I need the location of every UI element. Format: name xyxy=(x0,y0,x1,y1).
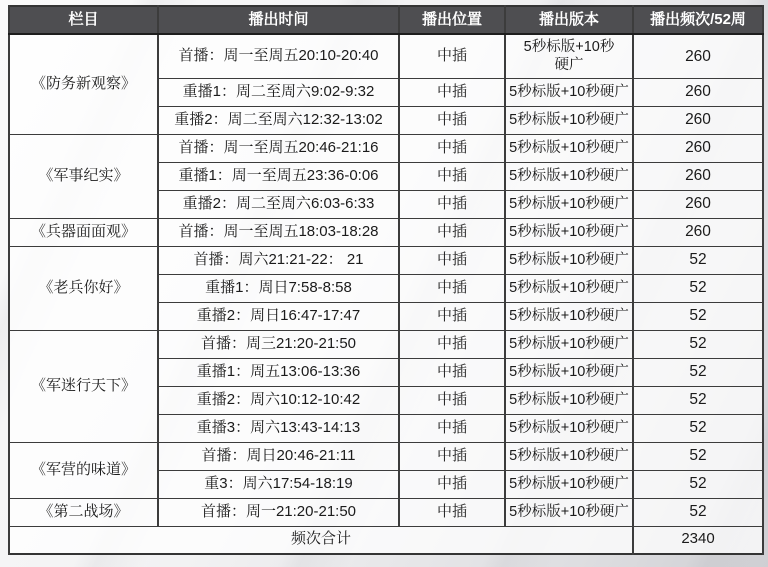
version-cell: 5秒标版+10秒硬广 xyxy=(505,162,633,190)
table-row xyxy=(9,442,763,470)
version-cell: 5秒标版+10秒硬广 xyxy=(505,78,633,106)
table-row xyxy=(9,218,763,246)
program-name-cell: 《军事纪实》 xyxy=(9,134,158,218)
program-name-cell: 《军营的味道》 xyxy=(9,442,158,498)
position-cell: 中插 xyxy=(399,386,505,414)
frequency-cell: 260 xyxy=(633,190,763,218)
time-cell: 首播：周一至周五20:46-21:16 xyxy=(158,134,399,162)
position-cell: 中插 xyxy=(399,162,505,190)
time-cell: 重播2：周二至周六6:03-6:33 xyxy=(158,190,399,218)
program-name-cell: 《兵器面面观》 xyxy=(9,218,158,246)
frequency-cell: 260 xyxy=(633,78,763,106)
position-cell: 中插 xyxy=(399,106,505,134)
frequency-cell: 260 xyxy=(633,218,763,246)
version-cell: 5秒标版+10秒硬广 xyxy=(505,414,633,442)
table-body xyxy=(9,34,763,526)
position-cell: 中插 xyxy=(399,498,505,526)
frequency-cell: 52 xyxy=(633,414,763,442)
position-cell: 中插 xyxy=(399,302,505,330)
frequency-cell: 52 xyxy=(633,442,763,470)
table-row xyxy=(9,134,763,162)
version-cell: 5秒标版+10秒硬广 xyxy=(505,386,633,414)
time-cell: 重播1：周一至周五23:36-0:06 xyxy=(158,162,399,190)
time-cell: 首播：周一至周五18:03-18:28 xyxy=(158,218,399,246)
position-cell: 中插 xyxy=(399,218,505,246)
header-cell-version: 播出版本 xyxy=(505,6,633,34)
version-cell: 5秒标版+10秒硬广 xyxy=(505,190,633,218)
header-cell-position: 播出位置 xyxy=(399,6,505,34)
time-cell: 首播：周三21:20-21:50 xyxy=(158,330,399,358)
version-cell: 5秒标版+10秒硬广 xyxy=(505,330,633,358)
frequency-cell: 260 xyxy=(633,34,763,78)
version-cell: 5秒标版+10秒硬广 xyxy=(505,246,633,274)
position-cell: 中插 xyxy=(399,78,505,106)
position-cell: 中插 xyxy=(399,414,505,442)
total-label-cell: 频次合计 xyxy=(9,526,633,554)
position-cell: 中插 xyxy=(399,246,505,274)
time-cell: 重播1：周日7:58-8:58 xyxy=(158,274,399,302)
version-cell: 5秒标版+10秒硬广 xyxy=(505,134,633,162)
time-cell: 首播：周一21:20-21:50 xyxy=(158,498,399,526)
frequency-cell: 52 xyxy=(633,470,763,498)
time-cell: 重播2：周二至周六12:32-13:02 xyxy=(158,106,399,134)
position-cell: 中插 xyxy=(399,190,505,218)
version-cell: 5秒标版+10秒硬广 xyxy=(505,498,633,526)
position-cell: 中插 xyxy=(399,134,505,162)
program-name-cell: 《军迷行天下》 xyxy=(9,330,158,442)
total-value-cell: 2340 xyxy=(633,526,763,554)
version-cell: 5秒标版+10秒硬广 xyxy=(505,442,633,470)
position-cell: 中插 xyxy=(399,470,505,498)
frequency-cell: 52 xyxy=(633,386,763,414)
frequency-cell: 52 xyxy=(633,302,763,330)
position-cell: 中插 xyxy=(399,442,505,470)
frequency-cell: 260 xyxy=(633,162,763,190)
time-cell: 首播：周六21:21-22： 21 xyxy=(158,246,399,274)
time-cell: 重播1：周五13:06-13:36 xyxy=(158,358,399,386)
program-name-cell: 《老兵你好》 xyxy=(9,246,158,330)
time-cell: 重播3：周六13:43-14:13 xyxy=(158,414,399,442)
position-cell: 中插 xyxy=(399,34,505,78)
table-footer xyxy=(9,526,763,554)
program-name-cell: 《防务新观察》 xyxy=(9,34,158,134)
header-cell-time: 播出时间 xyxy=(158,6,399,34)
version-cell: 5秒标版+10秒硬广 xyxy=(505,274,633,302)
header-cell-program: 栏目 xyxy=(9,6,158,34)
table-row xyxy=(9,34,763,78)
program-name-cell: 《第二战场》 xyxy=(9,498,158,526)
frequency-cell: 52 xyxy=(633,274,763,302)
time-cell: 首播：周一至周五20:10-20:40 xyxy=(158,34,399,78)
time-cell: 重3：周六17:54-18:19 xyxy=(158,470,399,498)
frequency-cell: 260 xyxy=(633,134,763,162)
frequency-cell: 52 xyxy=(633,330,763,358)
broadcast-schedule-sheet xyxy=(8,5,764,555)
table-row xyxy=(9,498,763,526)
version-cell: 5秒标版+10秒硬广 xyxy=(505,358,633,386)
time-cell: 重播1：周二至周六9:02-9:32 xyxy=(158,78,399,106)
table-row xyxy=(9,330,763,358)
position-cell: 中插 xyxy=(399,330,505,358)
position-cell: 中插 xyxy=(399,358,505,386)
time-cell: 首播：周日20:46-21:11 xyxy=(158,442,399,470)
position-cell: 中插 xyxy=(399,274,505,302)
version-cell: 5秒标版+10秒硬广 xyxy=(505,218,633,246)
header-row xyxy=(9,6,763,34)
table-row xyxy=(9,246,763,274)
time-cell: 重播2：周六10:12-10:42 xyxy=(158,386,399,414)
version-cell: 5秒标版+10秒硬广 xyxy=(505,302,633,330)
table-header xyxy=(9,6,763,34)
frequency-cell: 260 xyxy=(633,106,763,134)
time-cell: 重播2：周日16:47-17:47 xyxy=(158,302,399,330)
broadcast-schedule-table xyxy=(8,5,764,555)
version-cell: 5秒标版+10秒硬广 xyxy=(505,106,633,134)
version-cell: 5秒标版+10秒硬广 xyxy=(505,34,633,78)
frequency-cell: 52 xyxy=(633,498,763,526)
frequency-cell: 52 xyxy=(633,246,763,274)
frequency-cell: 52 xyxy=(633,358,763,386)
header-cell-frequency: 播出频次/52周 xyxy=(633,6,763,34)
version-cell: 5秒标版+10秒硬广 xyxy=(505,470,633,498)
total-row xyxy=(9,526,763,554)
